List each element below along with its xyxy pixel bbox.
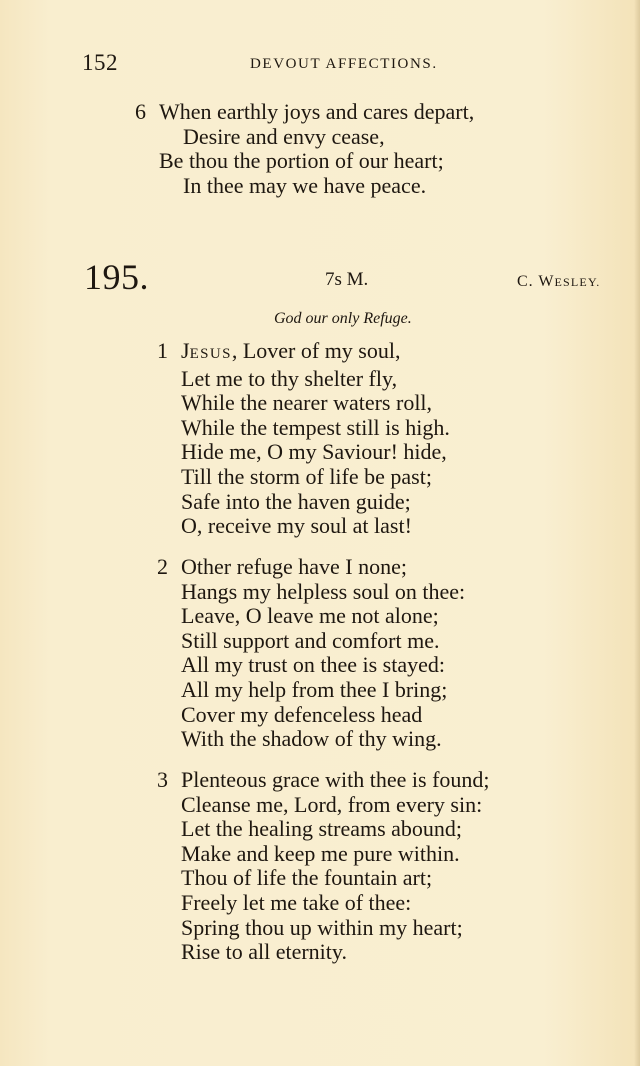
hymn-meter: 7s M. <box>325 269 369 290</box>
hymn-stanza-3 <box>157 767 490 965</box>
first-word-initial: J <box>181 338 190 363</box>
running-title: DEVOUT AFFECTIONS. <box>250 56 438 72</box>
hymn-subtitle: God our only Refuge. <box>274 310 412 327</box>
stanza-line: Make and keep me pure within. <box>181 840 460 866</box>
first-line-rest: , Lover of my soul, <box>231 338 401 363</box>
stanza-line: Hide me, O my Saviour! hide, <box>181 439 447 465</box>
previous-hymn-stanza-6 <box>135 99 475 198</box>
stanza-line: Thou of life the fountain art; <box>181 865 433 891</box>
hymn-author <box>517 273 600 291</box>
stanza-number: 6 <box>135 99 146 124</box>
stanza-line: When earthly joys and cares depart, <box>159 99 475 124</box>
stanza-line: Leave, O leave me not alone; <box>181 603 439 629</box>
hymn-stanza-1 <box>157 338 450 539</box>
stanza-line: Freely let me take of thee: <box>181 889 412 915</box>
stanza-number: 3 <box>157 767 168 792</box>
hymn-stanza-2 <box>157 554 466 752</box>
stanza-line: While the tempest still is high. <box>181 414 450 440</box>
author-surname-smallcaps: ESLEY. <box>554 275 601 289</box>
stanza-line: Spring thou up within my heart; <box>181 914 463 940</box>
author-initial: C. W <box>517 273 555 290</box>
stanza-line: Be thou the portion of our heart; <box>159 148 444 174</box>
stanza-line: While the nearer waters roll, <box>181 390 433 416</box>
stanza-line: All my trust on thee is stayed: <box>181 652 445 678</box>
stanza-line: Let the healing streams abound; <box>181 816 463 842</box>
stanza-line: O, receive my soul at last! <box>181 513 412 539</box>
stanza-line: Cleanse me, Lord, from every sin: <box>181 791 483 817</box>
stanza-line: In thee may we have peace. <box>183 172 427 198</box>
stanza-number: 2 <box>157 554 168 579</box>
stanza-line: Cover my defenceless head <box>181 701 423 727</box>
stanza-line: Let me to thy shelter fly, <box>181 365 398 391</box>
stanza-number: 1 <box>157 338 168 363</box>
page-edge-shadow <box>634 0 640 1066</box>
stanza-line: Rise to all eternity. <box>181 939 347 965</box>
stanza-line: All my help from thee I bring; <box>181 676 448 702</box>
stanza-line: Desire and envy cease, <box>183 123 385 149</box>
stanza-line: Till the storm of life be past; <box>181 463 432 489</box>
stanza-first-line: Plenteous grace with thee is found; <box>181 767 490 792</box>
first-word-smallcaps: ESUS <box>189 346 232 362</box>
hymn-number: 195. <box>84 257 149 297</box>
stanza-first-line: Other refuge have I none; <box>181 554 408 579</box>
stanza-first-line <box>181 339 450 367</box>
stanza-line: Hangs my helpless soul on thee: <box>181 578 466 604</box>
stanza-line: Still support and comfort me. <box>181 627 440 653</box>
page-number: 152 <box>82 50 118 75</box>
stanza-line: With the shadow of thy wing. <box>181 726 442 752</box>
stanza-line: Safe into the haven guide; <box>181 488 411 514</box>
